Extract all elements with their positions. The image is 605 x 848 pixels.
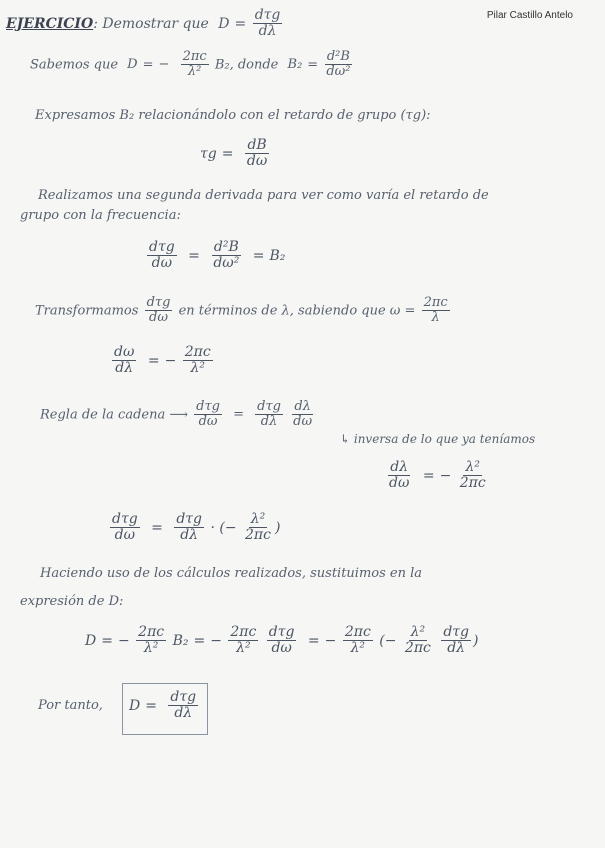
- second-derivative-equation: $\frac{\text{dτg}}{d\omega}$ = $\frac{\text{d²B}}{\text{dω²}}$ = B₂: [149, 239, 286, 272]
- chain-rule: Regla de la cadena ⟶ $\frac{\text{dτg}}{d\omega}$ = $\frac{\text{dτg}}{d\lambda}$ $\frac{d\lambda}{d\omega}$: [40, 399, 313, 430]
- known-relation: Sabemos que D = − $\frac{2\pi c}{\text{λ²}}$ B₂, donde B₂ = $\frac{\text{d²B}}{\text{dω²}}$: [30, 49, 351, 80]
- dw-dlambda-equation: $\frac{d\omega}{d\lambda}$ = − $\frac{2\pi c}{\text{λ²}}$: [114, 344, 211, 377]
- group-delay-text: Expresamos B₂ relacionándolo con el retardo de grupo (τg):: [35, 108, 431, 123]
- result-equation: D = $\frac{\text{dτg}}{d\lambda}$: [129, 689, 197, 722]
- conclusion-text: Por tanto,: [38, 698, 103, 713]
- eq-d: D: [218, 15, 230, 32]
- dlambda-dw-equation: $\frac{d\lambda}{d\omega}$ = − $\frac{\text{λ²}}{2\pi c}$: [389, 459, 486, 492]
- author-name: Pilar Castillo Antelo: [486, 10, 573, 21]
- fraction-dtaug-dlambda: $\frac{\text{dτg}}{d\lambda}$: [254, 7, 281, 40]
- inverse-note: ↳ inversa de lo que ya teníamos: [340, 432, 536, 446]
- second-derivative-text-1: Realizamos una segunda derivada para ver como varía el retardo de: [38, 188, 489, 203]
- transform-text: Transformamos $\frac{\text{dτg}}{d\omega}$ en términos de λ, sabiendo que ω = $\frac{2\pi c}{\lambda}$: [35, 295, 448, 326]
- chain-result-equation: $\frac{\text{dτg}}{d\omega}$ = $\frac{\text{dτg}}{d\lambda}$ · (− $\frac{\text{λ²}}{2\pi c}$ ): [112, 511, 281, 544]
- substitution-equation: D = − $\frac{2\pi c}{\text{λ²}}$ B₂ = − $\frac{2\pi c}{\text{λ²}}$ $\frac{\text{dτg}}{d\omega}$ = − $\frac{2\pi c}{\text{λ²}}$ (− $\frac{\text{λ²}}{2\pi c}$ $\frac{\text{dτg}}{d\lambda}$ ): [85, 624, 479, 657]
- group-delay-definition: τg = $\frac{dB}{d\omega}$: [200, 137, 268, 170]
- substitution-text-1: Haciendo uso de los cálculos realizados, sustituimos en la: [40, 566, 423, 581]
- exercise-statement: EJERCICIO: Demostrar que D = $\frac{\text{dτg}}{d\lambda}$: [6, 7, 281, 40]
- substitution-text-2: expresión de D:: [20, 594, 124, 609]
- exercise-prompt: : Demostrar que: [93, 15, 209, 32]
- second-derivative-text-2: grupo con la frecuencia:: [20, 208, 181, 223]
- exercise-title: EJERCICIO: [6, 15, 94, 32]
